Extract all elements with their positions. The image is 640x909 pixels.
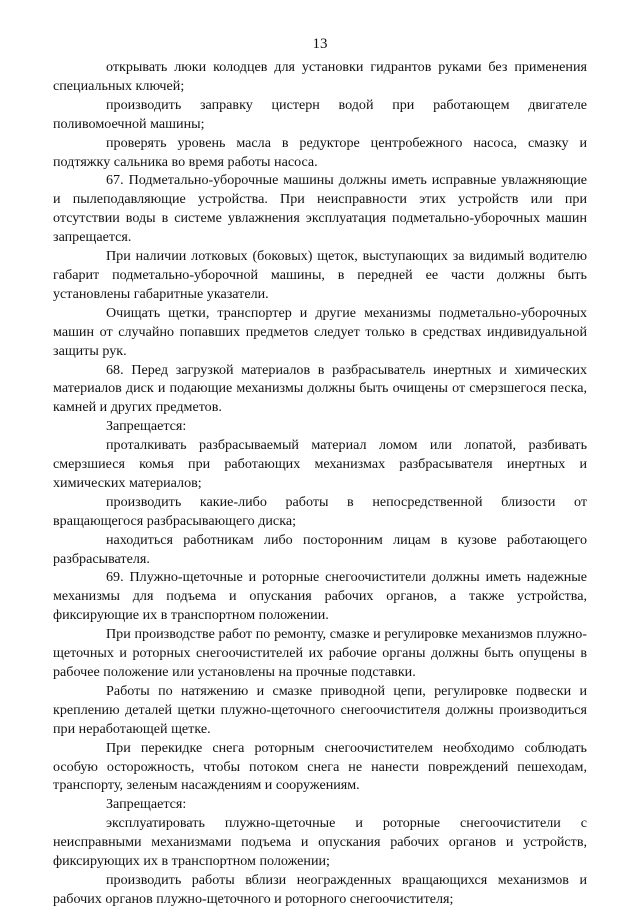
paragraph-section-67: 67. Подметально-уборочные машины должны иметь исправные увлажняющие и пылеподавляющие устройства. При неисправности этих устройств или при отсутствии воды в системе увлажнения эксплуатация подметально-уборочных машин запрещается. bbox=[53, 172, 587, 246]
paragraph-section-68: 68. Перед загрузкой материалов в разбрасыватель инертных и химических материалов диск и подающие механизмы должны быть очищены от смерзшегося песка, камней и других предметов. bbox=[53, 361, 587, 416]
document-body bbox=[53, 58, 587, 909]
paragraph: производить заправку цистерн водой при работающем двигателе поливомоечной машины; bbox=[53, 96, 587, 132]
paragraph: При наличии лотковых (боковых) щеток, выступающих за видимый водителю габарит подметально-уборочной машины, в передней ее части должны быть установлены габаритные указатели. bbox=[53, 248, 587, 302]
paragraph: производить какие-либо работы в непосредственной близости от вращающегося разбрасывающего диска; bbox=[53, 493, 587, 529]
paragraph: эксплуатировать плужно-щеточные и роторные снегоочистители с неисправными механизмами подъема и опускания рабочих органов и устройств, фиксирующих их в транспортном положении; bbox=[53, 815, 587, 870]
page-number: 13 bbox=[312, 36, 328, 52]
paragraph: Очищать щетки, транспортер и другие механизмы подметально-уборочных машин от случайно попавших предметов следует только в средствах индивидуальной защиты рук. bbox=[53, 304, 587, 359]
prohibition-heading: Запрещается: bbox=[106, 418, 187, 435]
paragraph: проверять уровень масла в редукторе центробежного насоса, смазку и подтяжку сальника во время работы насоса. bbox=[53, 134, 587, 170]
prohibition-heading: Запрещается: bbox=[106, 796, 187, 813]
paragraph: Работы по натяжению и смазке приводной цепи, регулировке подвески и креплению деталей щетки плужно-щеточного снегоочистителя должны производиться при неработающей щетке. bbox=[53, 682, 587, 737]
paragraph: При производстве работ по ремонту, смазке и регулировке механизмов плужно-щеточных и роторных снегоочистителей их рабочие органы должны быть опущены в рабочее положение или установлены на прочные подставки. bbox=[53, 626, 587, 680]
paragraph: находиться работникам либо посторонним лицам в кузове работающего разбрасывателя. bbox=[53, 531, 587, 567]
paragraph: производить работы вблизи неогражденных вращающихся механизмов и рабочих органов плужно-щеточного и роторного снегоочистителя; bbox=[53, 871, 587, 907]
paragraph: проталкивать разбрасываемый материал ломом или лопатой, разбивать смерзшиеся комья при работающих механизмах разбрасывателя инертных и химических материалов; bbox=[53, 437, 587, 491]
paragraph: При перекидке снега роторным снегоочистителем необходимо соблюдать особую осторожность, чтобы потоком снега не нанести повреждений пешеходам, транспорту, зеленым насаждениям и сооружениям. bbox=[53, 739, 587, 794]
paragraph: открывать люки колодцев для установки гидрантов руками без применения специальных ключей; bbox=[53, 59, 587, 94]
paragraph-section-69: 69. Плужно-щеточные и роторные снегоочистители должны иметь надежные механизмы для подъема и опускания рабочих органов, а также устройства, фиксирующие их в транспортном положении. bbox=[53, 569, 587, 624]
